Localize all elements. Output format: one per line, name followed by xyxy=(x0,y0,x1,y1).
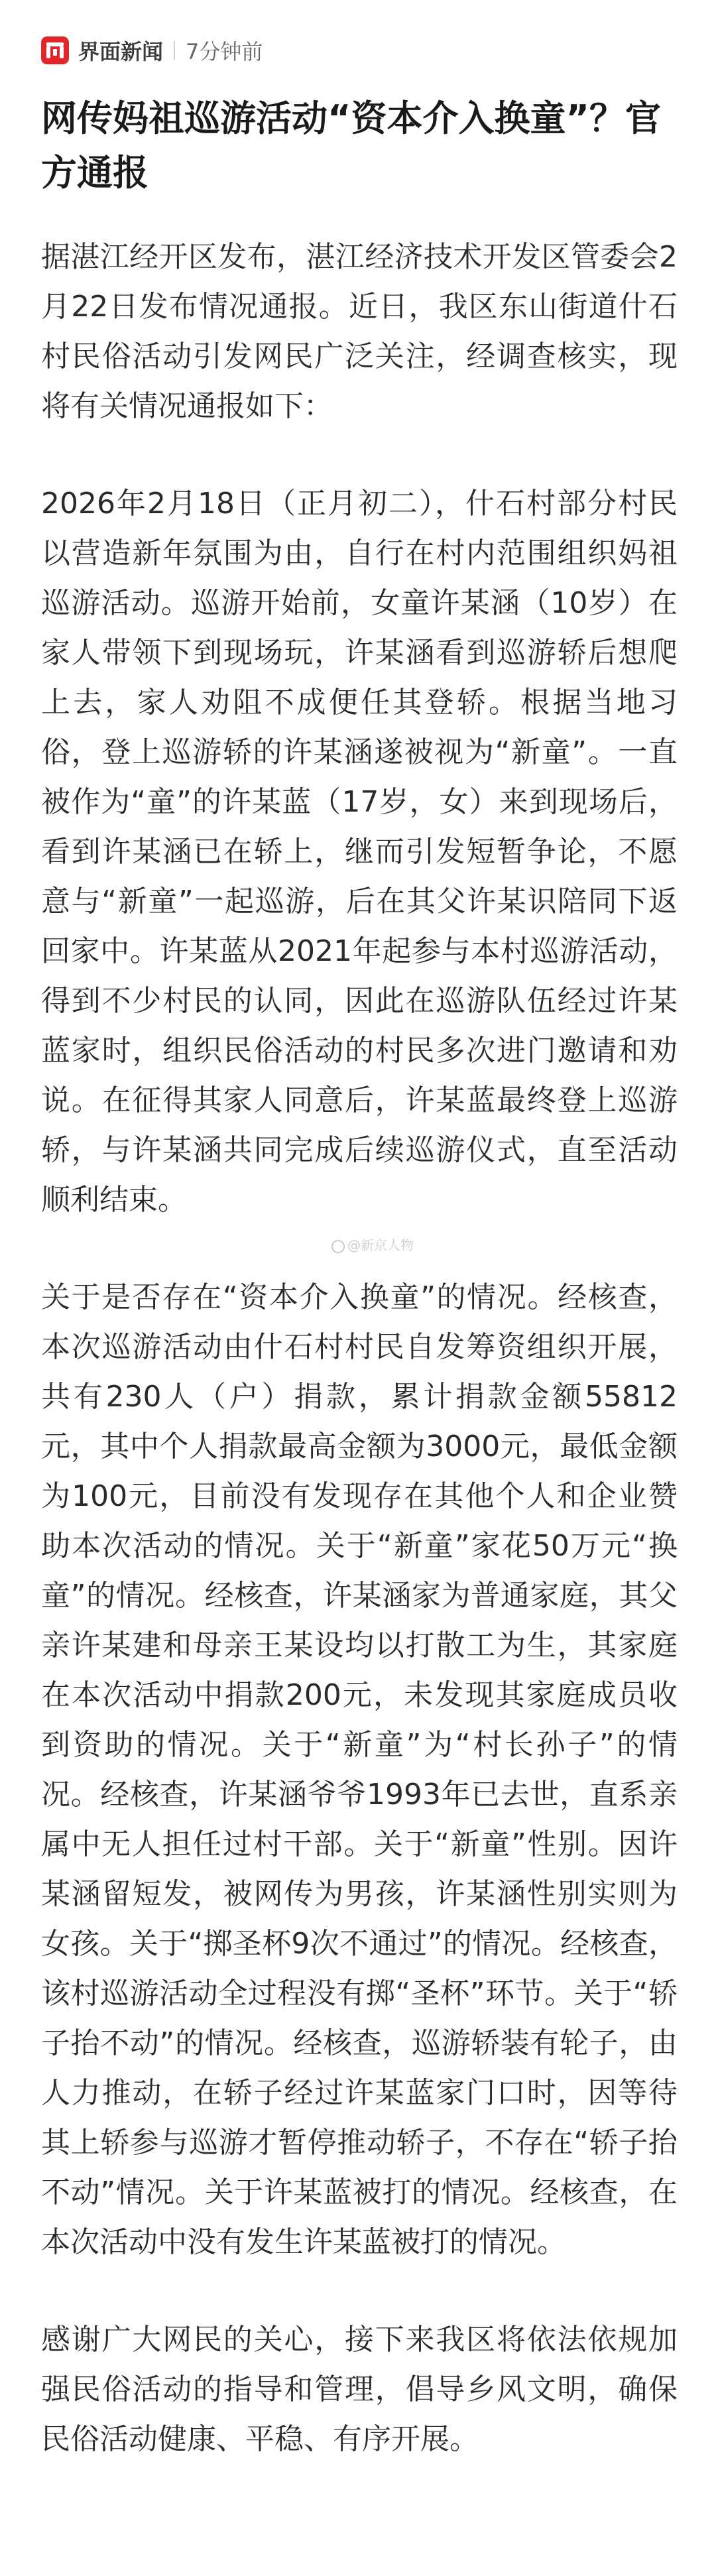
article-paragraph: 2026年2月18日（正月初二），什石村部分村民以营造新年氛围为由，自行在村内范围组织妈祖巡游活动。巡游开始前，女童许某涵（10岁）在家人带领下到现场玩，许某涵看到巡游轿后想爬上去，家人劝阻不成便任其登轿。根据当地习俗，登上巡游轿的许某涵遂被视为“新童”。一直被作为“童”的许某蓝（17岁，女）来到现场后，看到许某涵已在轿上，继而引发短暂争论，不愿意与“新童”一起巡游，后在其父许某识陪同下返回家中。许某蓝从2021年起参与本村巡游活动，得到不少村民的认同，因此在巡游队伍经过许某蓝家时，组织民俗活动的村民多次进门邀请和劝说。在征得其家人同意后，许某蓝最终登上巡游轿，与许某涵共同完成后续巡游仪式，直至活动顺利结束。 xyxy=(41,487,678,1217)
article-paragraph: 感谢广大网民的关心，接下来我区将依法依规加强民俗活动的指导和管理，倡导乡风文明，确保民俗活动健康、平稳、有序开展。 xyxy=(41,2323,678,2456)
article-title: 网传妈祖巡游活动“资本介入换童”？官方通报 xyxy=(41,97,661,194)
article-paragraph: 关于是否存在“资本介入换童”的情况。经核查，本次巡游活动由什石村村民自发筹资组织开展，共有230人（户）捐款，累计捐款金额55812元，其中个人捐款最高金额为3000元，最低金额为100元，目前没有发现存在其他个人和企业赞助本次活动的情况。关于“新童”家花50万元“换童”的情况。经核查，许某涵家为普通家庭，其父亲许某建和母亲王某设均以打散工为生，其家庭在本次活动中捐款200元，未发现其家庭成员收到资助的情况。关于“新童”为“村长孙子”的情况。经核查，许某涵爷爷1993年已去世，直系亲属中无人担任过村干部。关于“新童”性别。因许某涵留短发，被网传为男孩，许某涵性别实则为女孩。关于“掷圣杯9次不通过”的情况。经核查，该村巡游活动全过程没有掷“圣杯”环节。关于“轿子抬不动”的情况。经核查，巡游轿装有轮子，由人力推动，在轿子经过许某蓝家门口时，因等待其上轿参与巡游才暂停推动轿子，不存在“轿子抬不动”情况。关于许某蓝被打的情况。经核查，在本次活动中没有发生许某蓝被打的情况。 xyxy=(41,1280,678,2259)
source-name[interactable]: 界面新闻 xyxy=(78,39,164,64)
weibo-icon xyxy=(331,1240,345,1253)
watermark xyxy=(331,1235,414,1254)
article-paragraph: 据湛江经开区发布，湛江经济技术开发区管委会2月22日发布情况通报。近日，我区东山街道什石村民俗活动引发网民广泛关注，经调查核实，现将有关情况通报如下： xyxy=(41,240,678,423)
jiemian-logo-icon[interactable] xyxy=(41,36,69,64)
watermark-text: @新京人物 xyxy=(347,1237,414,1253)
separator xyxy=(174,41,175,60)
source-bar xyxy=(41,34,263,66)
article-body xyxy=(41,232,678,2512)
post-time: 7分钟前 xyxy=(186,39,263,64)
